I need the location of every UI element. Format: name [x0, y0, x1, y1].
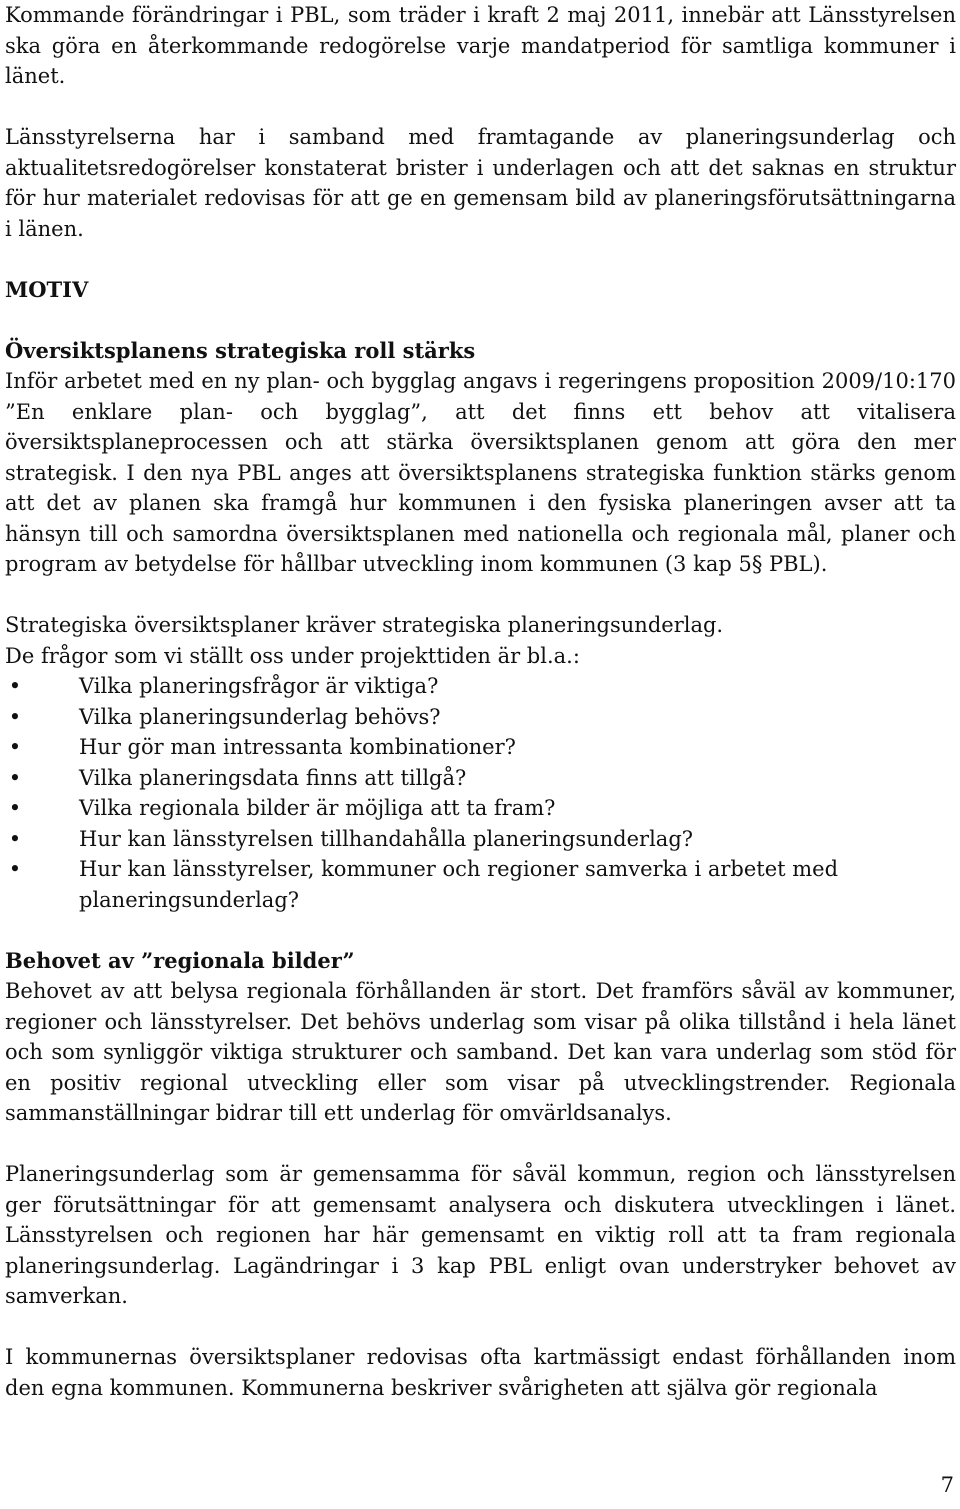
- behov-paragraph-1: Behovet av att belysa regionala förhållanden är stort. Det framförs såväl av kommuner, regioner och länsstyrelser. Det behövs underlag som visar på olika tillstånd i hela länet och som synliggör viktiga strukturer och samband. Det kan vara underlag som stöd för en positiv regional utveckling eller som visar på utvecklingstrender. Regionala sammanställningar bidrar till ett underlag för omvärldsanalys.: [5, 979, 956, 1125]
- list-item: [5, 702, 956, 733]
- subheading-regionala-bilder: Behovet av ”regionala bilder”: [5, 947, 355, 973]
- list-item: [5, 854, 956, 915]
- subheading-oversiktsplan: Översiktsplanens strategiska roll stärks: [5, 337, 476, 363]
- section-heading-motiv: MOTIV: [5, 276, 89, 302]
- strategic-line: Strategiska översiktsplaner kräver strategiska planeringsunderlag.: [5, 613, 724, 637]
- list-item: [5, 732, 956, 763]
- bullet-icon: •: [8, 857, 22, 881]
- bullet-icon: •: [8, 674, 22, 698]
- questions-intro: De frågor som vi ställt oss under projekttiden är bl.a.:: [5, 643, 580, 668]
- page-number: 7: [940, 1473, 954, 1497]
- motiv-paragraph-1: Inför arbetet med en ny plan- och bygglag angavs i regeringens proposition 2009/10:170 ”En enklare plan- och bygglag”, att det finns ett behov att vitalisera översiktsplaneprocessen och att stärka översiktsplanen genom att göra den mer strategisk. I den nya PBL anges att översiktsplanens strategiska funktion stärks genom att det av planen ska framgå hur kommunen i den fysiska planeringen avser att ta hänsyn till och samordna översiktsplanen med nationella och regionala mål, planer och program av betydelse för hållbar utveckling inom kommunen (3 kap 5§ PBL).: [5, 369, 956, 576]
- bullet-icon: •: [8, 765, 22, 790]
- question-text: Hur gör man intressanta kombinationer?: [79, 735, 516, 759]
- list-item: [5, 793, 956, 824]
- document-page: [5, 0, 956, 1403]
- list-item: [5, 824, 956, 855]
- list-item: [5, 671, 956, 702]
- question-text: Hur kan länsstyrelsen tillhandahålla planeringsunderlag?: [79, 826, 694, 851]
- questions-list: [5, 671, 956, 915]
- question-text: Vilka planeringsfrågor är viktiga?: [79, 674, 439, 698]
- behov-paragraph-3: I kommunernas översiktsplaner redovisas ofta kartmässigt endast förhållanden inom den egna kommunen. Kommunerna beskriver svårigheten att själva gör regionala: [5, 1345, 956, 1400]
- question-text: Hur kan länsstyrelser, kommuner och regioner samverka i arbetet med planeringsunderlag?: [79, 857, 839, 912]
- bullet-icon: •: [8, 704, 22, 729]
- intro-paragraph-2: Länsstyrelserna har i samband med framtagande av planeringsunderlag och aktualitetsredogörelser konstaterat brister i underlagen och att det saknas en struktur för hur materialet redovisas för att ge en gemensam bild av planeringsförutsättningarna i länen.: [5, 125, 956, 241]
- question-text: Vilka planeringsdata finns att tillgå?: [79, 765, 467, 790]
- bullet-icon: •: [8, 796, 22, 820]
- question-text: Vilka regionala bilder är möjliga att ta fram?: [79, 796, 556, 820]
- bullet-icon: •: [8, 735, 22, 759]
- list-item: [5, 763, 956, 794]
- behov-paragraph-2: Planeringsunderlag som är gemensamma för såväl kommun, region och länsstyrelsen ger förutsättningar för att gemensamt analysera och diskutera utvecklingen i länet. Länsstyrelsen och regionen har här gemensamt en viktig roll att ta fram regionala planeringsunderlag. Lagändringar i 3 kap PBL enligt ovan understryker behovet av samverkan.: [5, 1162, 956, 1308]
- bullet-icon: •: [8, 826, 22, 851]
- intro-paragraph-1: Kommande förändringar i PBL, som träder i kraft 2 maj 2011, innebär att Länsstyrelsen ska göra en återkommande redogörelse varje mandatperiod för samtliga kommuner i länet.: [5, 3, 956, 88]
- question-text: Vilka planeringsunderlag behövs?: [79, 704, 441, 729]
